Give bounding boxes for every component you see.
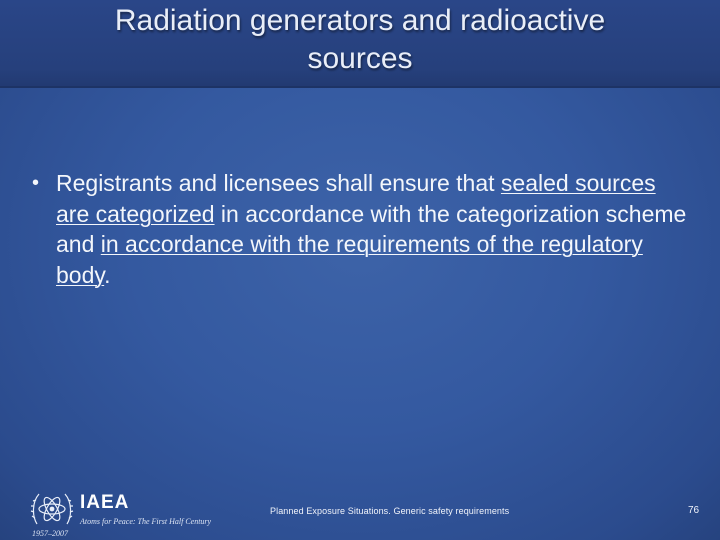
slide-title-line-1: Radiation generators and radioactive	[114, 4, 606, 37]
page-number: 76	[688, 505, 700, 516]
bullet-icon: •	[32, 172, 40, 194]
bullet-text-segment: .	[104, 261, 111, 288]
footer-caption: Planned Exposure Situations. Generic safety requirements	[270, 506, 510, 516]
bullet-item	[32, 168, 692, 290]
slide-body	[32, 168, 692, 290]
iaea-years: 1957–2007	[32, 529, 68, 538]
iaea-wordmark: IAEA	[80, 492, 130, 513]
bullet-text	[56, 168, 692, 290]
bullet-text-underlined-segment: sealed sources are categorized	[56, 170, 656, 227]
bullet-text-underlined-segment: in accordance with the requirements of the regulatory body	[56, 231, 643, 288]
bullet-text-segment: in accordance with the categorization scheme and	[56, 200, 687, 257]
iaea-tagline: Atoms for Peace: The First Half Century	[80, 517, 212, 526]
slide-title-line-2: sources	[307, 42, 413, 75]
slide-title	[0, 2, 720, 78]
bullet-text-segment: Registrants and licensees shall ensure that	[56, 170, 501, 196]
iaea-logo	[30, 484, 220, 540]
